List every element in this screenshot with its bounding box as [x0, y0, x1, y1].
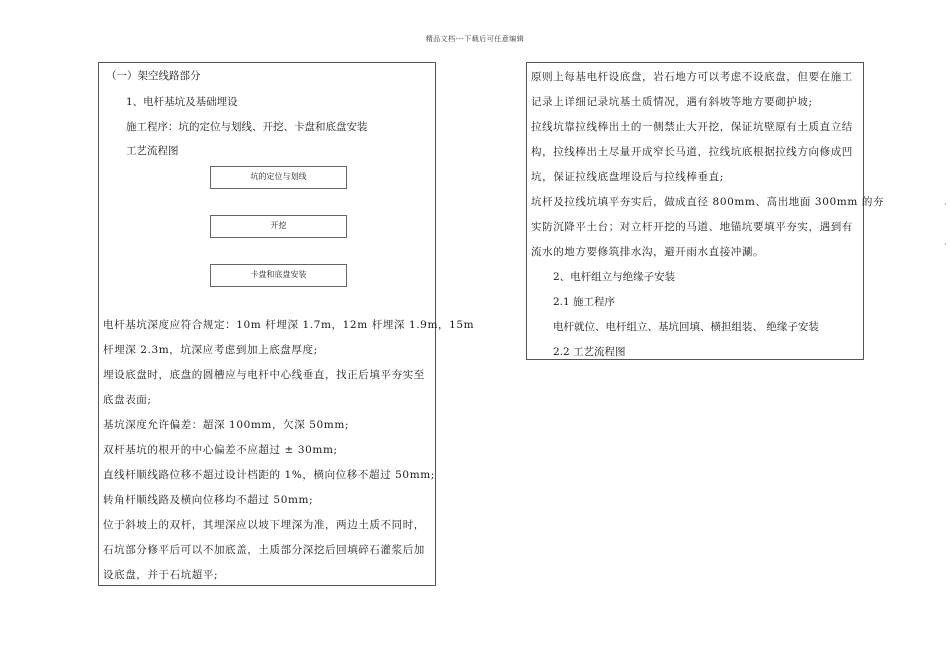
body-line: 双杆基坑的根开的中心偏差不应超过 ± 30mm; [103, 444, 338, 456]
flow-step-box: 卡盘和底盘安装 [210, 264, 347, 287]
body-line: 埋设底盘时，底盘的圆槽应与电杆中心线垂直，找正后填平夯实至 [103, 369, 425, 381]
subsection-title: 2、电杆组立与绝缘子安装 [553, 271, 676, 283]
body-line: 流水的地方要修筑排水沟，避开雨水直接冲涮。 [531, 246, 765, 258]
body-line: 坑杆及拉线坑填平夯实后，做成直径 800mm、高出地面 300mm 的夯 [531, 196, 885, 208]
body-line: 坑，保证拉线底盘埋设后与拉线棒垂直; [531, 171, 724, 183]
body-line: 记录上详细记录坑基土质情况，遇有斜坡等地方要砌护坡; [531, 96, 813, 108]
body-line: 位于斜坡上的双杆，其埋深应以坡下埋深为准，两边土质不同时， [103, 519, 425, 531]
subsection-title: 1、电杆基坑及基础埋设 [126, 96, 238, 108]
procedure-text: 施工程序：坑的定位与划线、开挖、卡盘和底盘安装 [126, 121, 368, 133]
body-line: 杆埋深 2.3m，坑深应考虑到加上底盘厚度; [103, 344, 318, 356]
body-line: 直线杆顺线路位移不超过设计档距的 1%，横向位移不超过 50mm; [103, 469, 435, 481]
section-title: （一）架空线路部分 [106, 70, 201, 82]
body-line: 构，拉线棒出土尽量开成窄长马道，拉线坑底根据拉线方向修成凹 [531, 146, 853, 158]
body-line: 设底盘，并于石坑超平; [103, 569, 219, 581]
body-line: 转角杆顺线路及横向位移均不超过 50mm; [103, 494, 314, 506]
body-line: 石坑部分修平后可以不加底盖，土质部分深挖后回填碎石灌浆后加 [103, 544, 425, 556]
flow-step-box: 坑的定位与划线 [210, 166, 347, 189]
body-line: 电杆基坑深度应符合规定：10m 杆埋深 1.7m，12m 杆埋深 1.9m，15m [103, 319, 475, 331]
flow-step-box: 开挖 [210, 215, 347, 238]
body-line: 实防沉降平土台；对立杆开挖的马道、地锚坑要填平夯实，遇到有 [531, 221, 853, 233]
body-line: 拉线坑靠拉线棒出土的一侧禁止大开挖，保证坑壁原有土质直立结 [531, 121, 853, 133]
edge-mark: · [944, 200, 947, 209]
subsection-2-2: 2.2 工艺流程图 [553, 346, 626, 358]
subsection-2-1: 2.1 施工程序 [553, 296, 616, 308]
body-line: 原则上每基电杆设底盘，岩石地方可以考虑不设底盘，但要在施工 [531, 71, 853, 83]
body-line: 基坑深度允许偏差：超深 100mm，欠深 50mm; [103, 419, 350, 431]
body-line: 底盘表面; [103, 394, 152, 406]
left-column-frame [98, 62, 475, 586]
edge-mark: · [944, 240, 947, 249]
flow-title: 工艺流程图 [126, 145, 179, 157]
page-header: 精品文档---下载后可任意编辑 [425, 35, 525, 43]
procedure-text: 电杆就位、电杆组立、基坑回填、横担组装、 绝缘子安装 [553, 321, 819, 333]
right-column-frame [526, 62, 885, 360]
